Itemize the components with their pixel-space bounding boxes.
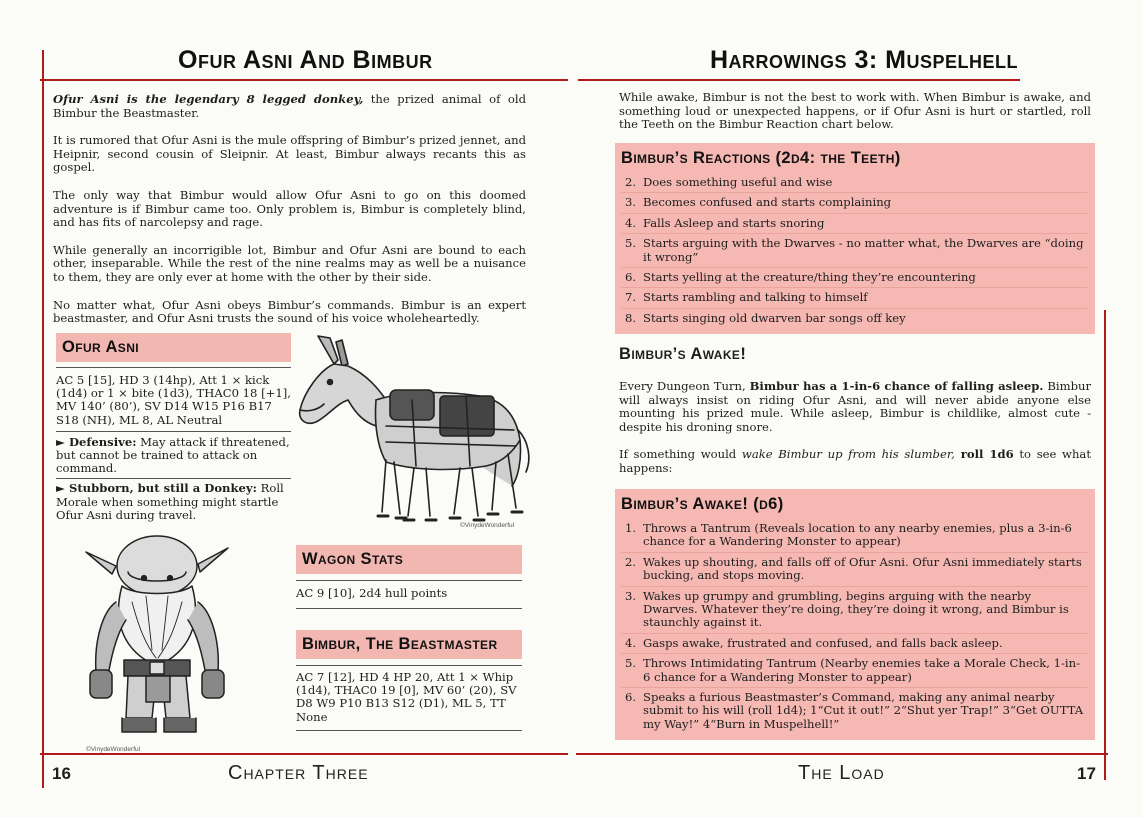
list-item: 4. Gasps awake, frustrated and confused, and falls back asleep.	[621, 633, 1087, 653]
donkey-credit: ©VinydeWonderful	[460, 522, 515, 529]
footer-rule	[40, 753, 568, 755]
list-item: 4. Falls Asleep and starts snoring	[621, 213, 1087, 233]
ofur-trait-defensive: ► Defensive: May attack if threatened, but cannot be trained to attack on command.	[56, 431, 291, 479]
bimbur-stat-line: AC 7 [12], HD 4 HP 20, Att 1 × Whip (1d4), THAC0 19 [0], MV 60’ (20), SV D8 W9 P10 B13 S12 (D1), ML 5, TT None	[296, 665, 522, 731]
bimbur-stats	[296, 665, 522, 731]
dwarf-illustration	[72, 532, 252, 742]
intro-text	[53, 93, 526, 340]
paragraph: While generally an incorrigible lot, Bimbur and Ofur Asni are bound to each other, inseparable. While the rest of the nine realms may as well be a nuisance to them, they are only ever at home with the other by their side.	[53, 242, 526, 284]
margin-rule	[42, 50, 44, 788]
bimbur-stats-heading: Bimbur, The Beastmaster	[296, 630, 522, 659]
page-number: 17	[1077, 764, 1096, 783]
reactions-table	[615, 143, 1095, 334]
wagon-stat-line: AC 9 [10], 2d4 hull points	[296, 580, 522, 609]
awake-list	[621, 519, 1087, 734]
ofur-asni-heading: Ofur Asni	[56, 333, 291, 362]
reactions-title: Bimbur’s Reactions (2d4: the Teeth)	[621, 149, 901, 167]
dwarf-credit: ©VinydeWonderful	[86, 746, 141, 753]
list-item: 3. Wakes up grumpy and grumbling, begins arguing with the nearby Dwarves. Whatever they’re doing, they’re doing it wrong, and Bimbur is staunchly against it.	[621, 586, 1087, 633]
paragraph: The only way that Bimbur would allow Ofur Asni to go on this doomed adventure is if Bimbur came too. Only problem is, Bimbur is completely blind, and has fits of narcolepsy and rage.	[53, 187, 526, 230]
footer-rule	[576, 753, 1108, 755]
list-item: 6. Speaks a furious Beastmaster’s Command, making any animal nearby submit to his will (roll 1d4); 1“Cut it out!” 2“Shut yer Trap!” 3“Get OUTTA my Way!” 4“Burn in Muspelhell!”	[621, 687, 1087, 734]
list-item: 2. Wakes up shouting, and falls off of Ofur Asni. Ofur Asni immediately starts bucking, and stops moving.	[621, 552, 1087, 586]
paragraph: No matter what, Ofur Asni obeys Bimbur’s commands. Bimbur is an expert beastmaster, and Ofur Asni trusts the sound of his voice wholeheartedly.	[53, 297, 526, 326]
margin-rule	[1104, 310, 1106, 780]
list-item: 5. Throws Intimidating Tantrum (Nearby enemies take a Morale Check, 1-in-6 chance for a Wandering Monster to appear)	[621, 653, 1087, 687]
list-item: 1. Throws a Tantrum (Reveals location to any nearby enemies, plus a 3-in-6 chance for a Wandering Monster to appear)	[625, 521, 1072, 549]
list-item: 6. Starts yelling at the creature/thing they’re encountering	[621, 267, 1087, 287]
header-rule	[40, 79, 568, 81]
ofur-trait-stubborn: ► Stubborn, but still a Donkey: Roll Morale when something might startle Ofur Asni during travel.	[56, 478, 291, 522]
wagon-stats	[296, 580, 522, 609]
awake-table-title: Bimbur’s Awake! (d6)	[621, 495, 784, 513]
list-item: 3. Becomes confused and starts complaining	[621, 192, 1087, 212]
paragraph: It is rumored that Ofur Asni is the mule offspring of Bimbur’s prized jennet, and Heipnir, second cousin of Sleipnir. At least, Bimbur always recants this as gospel.	[53, 133, 526, 175]
list-item: 8. Starts singing old dwarven bar songs off key	[621, 308, 1087, 328]
section-footer: The Load	[798, 762, 885, 784]
awake-table	[615, 489, 1095, 740]
reactions-list	[621, 173, 1087, 328]
ofur-stat-line: AC 5 [15], HD 3 (14hp), Att 1 × kick (1d4) or 1 × bite (1d3), THAC0 18 [+1], MV 140’ (80’), SV D14 W15 P16 B17 S18 (NH), ML 8, AL Neutral	[56, 367, 291, 431]
wagon-stats-heading: Wagon Stats	[296, 545, 522, 574]
right-page	[572, 0, 1143, 818]
list-item: 5. Starts arguing with the Dwarves - no matter what, the Dwarves are “doing it wrong”	[621, 233, 1087, 267]
chapter-footer: Chapter Three	[228, 762, 369, 784]
awake-heading: Bimbur’s Awake!	[619, 345, 747, 363]
awake-text: Every Dungeon Turn, Bimbur has a 1-in-6 chance of falling asleep. Bimbur will always insist on riding Ofur Asni, and will never abide anyone else mounting his prized mule. While asleep, Bimbur is childlike, almost cute - despite his droning snore. If something would wake Bimbur up from his slumber, roll 1d6 to see what happens:	[619, 379, 1092, 475]
list-item: 2. Does something useful and wise	[625, 175, 833, 189]
page-title: Harrowings 3: Muspelhell	[710, 46, 1019, 74]
donkey-illustration	[290, 330, 535, 530]
list-item: 7. Starts rambling and talking to himself	[621, 287, 1087, 307]
intro-text: While awake, Bimbur is not the best to work with. When Bimbur is awake, and something loud or unexpected happens, or if Ofur Asni is hurt or startled, roll the Teeth on the Bimbur Reaction chart below.	[619, 90, 1091, 132]
header-rule	[578, 79, 1020, 81]
page-title: Ofur Asni And Bimbur	[178, 46, 433, 74]
intro-rest: the prized animal of old Bimbur the Beastmaster.	[53, 92, 527, 120]
intro-lead: Ofur Asni is the legendary 8 legged donkey,	[53, 92, 364, 106]
ofur-asni-stats	[56, 367, 291, 522]
page-number: 16	[52, 764, 71, 783]
